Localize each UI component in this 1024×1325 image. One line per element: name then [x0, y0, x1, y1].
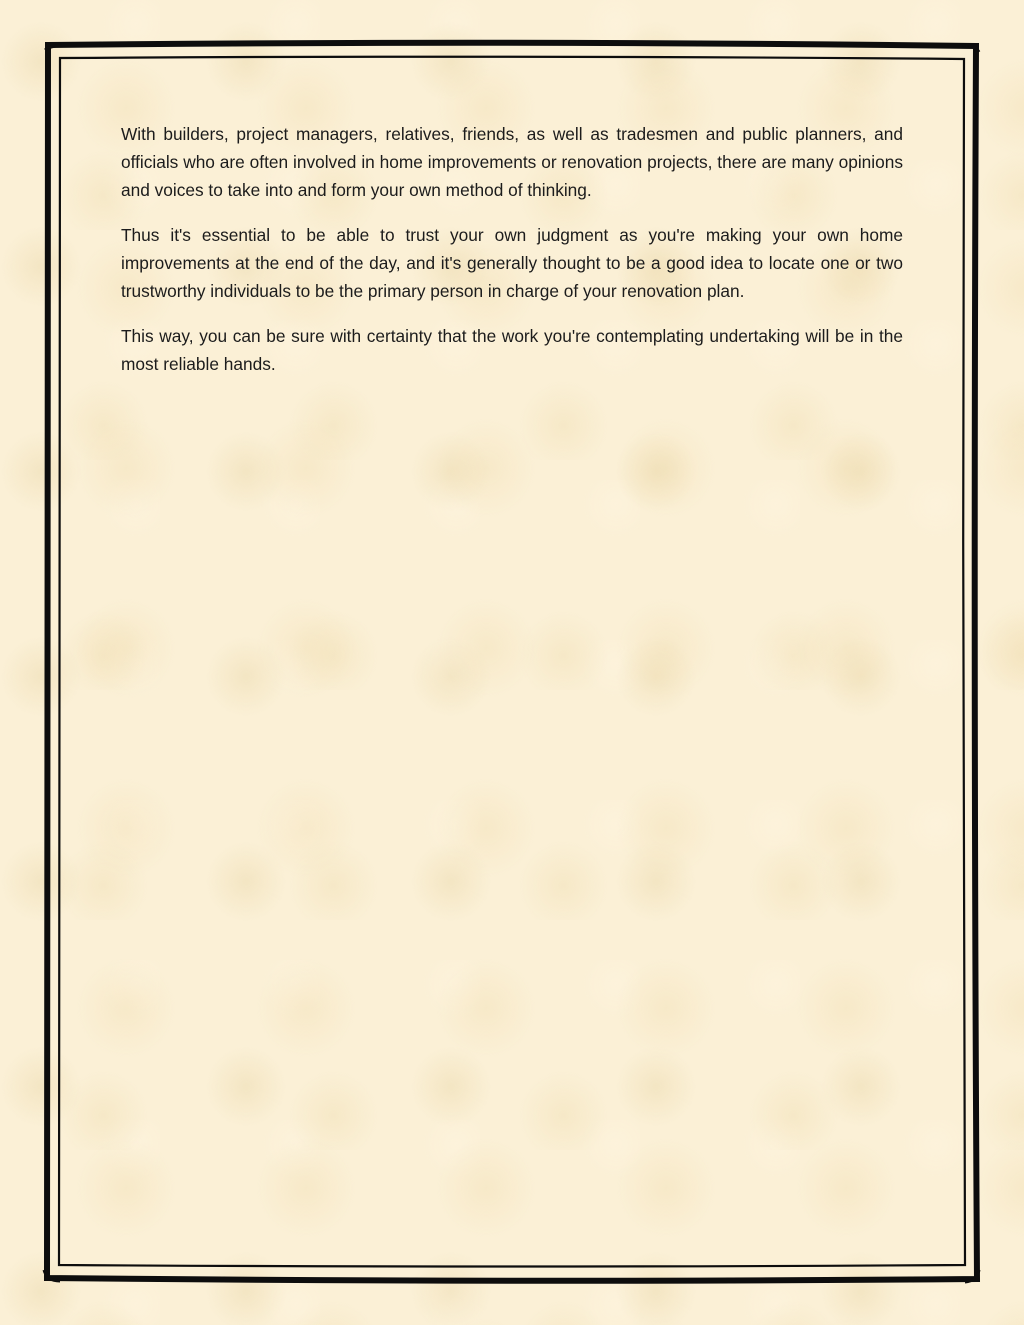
paragraph-2: Thus it's essential to be able to trust your own judgment as you're making your own home improvements at the end of the day, and it's generally thought to be a good idea to locate one or two trustworthy individuals to be the primary person in charge of your renovation plan.: [121, 225, 903, 301]
body-text: [121, 120, 903, 395]
paragraph-3: This way, you can be sure with certainty that the work you're contemplating undertaking will be in the most reliable hands.: [121, 326, 903, 374]
corner-flourish-top-right: [962, 45, 979, 52]
paragraph-1: With builders, project managers, relatives, friends, as well as tradesmen and public planners, and officials who are often involved in home improvements or renovation projects, there are many opinions and voices to take into and form your own method of thinking.: [121, 124, 903, 200]
corner-flourish-bottom-right: [965, 1270, 979, 1282]
corner-flourish-bottom-left: [44, 1270, 60, 1281]
corner-flourish-top-left: [45, 46, 62, 50]
